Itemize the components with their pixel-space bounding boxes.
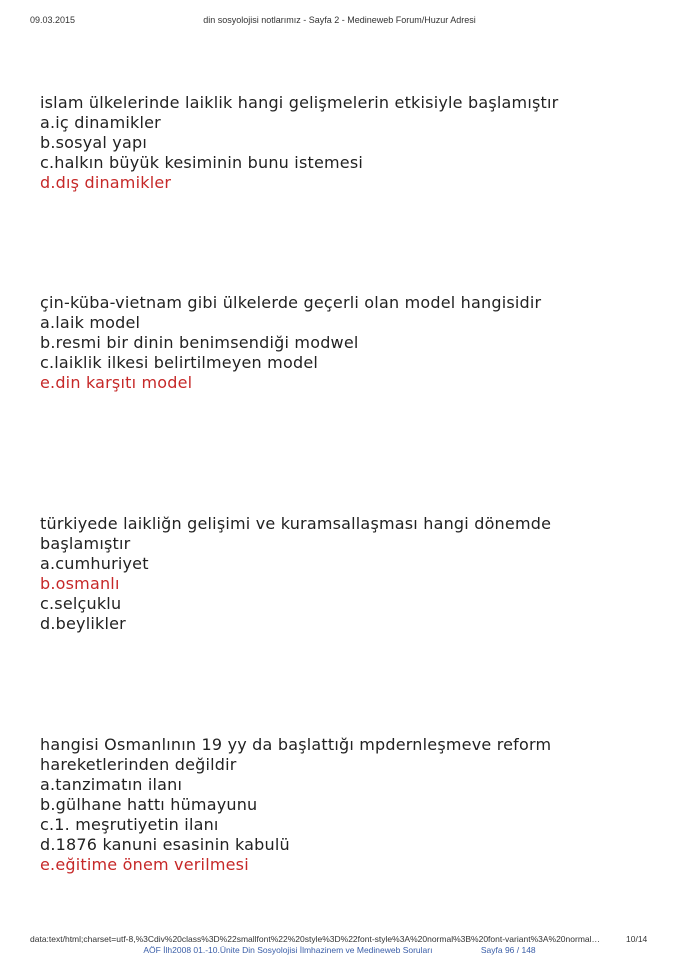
question-text-line-2: başlamıştır bbox=[40, 534, 131, 553]
page-header-date: 09.03.2015 bbox=[30, 15, 76, 25]
option-a: a.laik model bbox=[40, 313, 141, 332]
option-a: a.iç dinamikler bbox=[40, 113, 161, 132]
question-block-3 bbox=[40, 514, 640, 634]
footer-url: data:text/html;charset=utf-8,%3Cdiv%20class%3D%22smallfont%22%20style%3D%22font-style%3A%20normal%3B%20font-variant%3A%20normal… bbox=[30, 934, 601, 944]
footer-source bbox=[0, 945, 679, 955]
footer-page-count: 10/14 bbox=[626, 934, 648, 944]
option-d: d.beylikler bbox=[40, 614, 126, 633]
question-block-1 bbox=[40, 93, 640, 193]
option-c: c.1. meşrutiyetin ilanı bbox=[40, 815, 219, 834]
option-c: c.selçuklu bbox=[40, 594, 122, 613]
option-d: d.1876 kanuni esasinin kabulü bbox=[40, 835, 290, 854]
option-a: a.tanzimatın ilanı bbox=[40, 775, 183, 794]
question-block-4 bbox=[40, 735, 640, 875]
question-block-2 bbox=[40, 293, 640, 393]
page-header-title: din sosyolojisi notlarımız - Sayfa 2 - Medineweb Forum/Huzur Adresi bbox=[203, 15, 476, 25]
question-text-line-1: hangisi Osmanlının 19 yy da başlattığı mpdernleşmeve reform bbox=[40, 735, 552, 754]
option-b-correct-answer: b.osmanlı bbox=[40, 574, 120, 593]
option-d-correct-answer: d.dış dinamikler bbox=[40, 173, 172, 192]
option-a: a.cumhuriyet bbox=[40, 554, 149, 573]
option-c: c.halkın büyük kesiminin bunu istemesi bbox=[40, 153, 364, 172]
footer-source-title: AÖF İlh2008 01.-10.Ünite Din Sosyolojisi İlmhazinem ve Medineweb Soruları bbox=[143, 945, 433, 955]
option-e-correct-answer: e.eğitime önem verilmesi bbox=[40, 855, 249, 874]
question-text: islam ülkelerinde laiklik hangi gelişmelerin etkisiyle başlamıştır bbox=[40, 93, 559, 112]
question-text-line-2: hareketlerinden değildir bbox=[40, 755, 237, 774]
option-b: b.resmi bir dinin benimsendiği modwel bbox=[40, 333, 359, 352]
question-text-line-1: türkiyede laikliğn gelişimi ve kuramsallaşması hangi dönemde bbox=[40, 514, 552, 533]
option-e-correct-answer: e.din karşıtı model bbox=[40, 373, 193, 392]
option-c: c.laiklik ilkesi belirtilmeyen model bbox=[40, 353, 319, 372]
option-b: b.sosyal yapı bbox=[40, 133, 147, 152]
question-text: çin-küba-vietnam gibi ülkelerde geçerli olan model hangisidir bbox=[40, 293, 542, 312]
footer-source-page: Sayfa 96 / 148 bbox=[480, 945, 536, 955]
option-b: b.gülhane hattı hümayunu bbox=[40, 795, 258, 814]
